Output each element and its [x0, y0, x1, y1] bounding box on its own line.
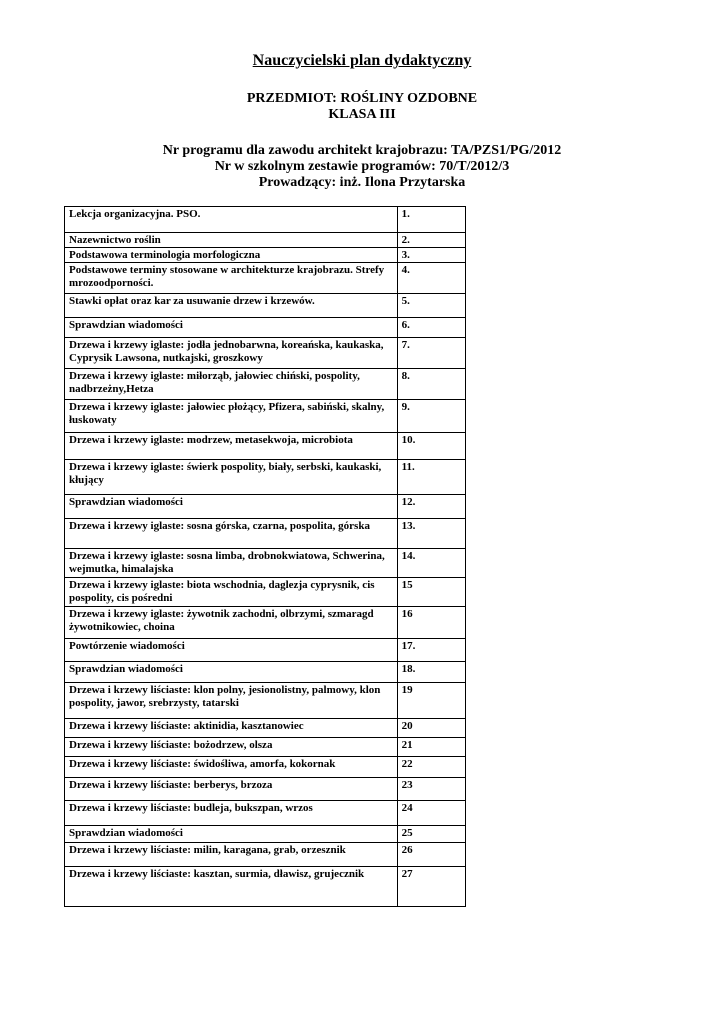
lesson-topic: Sprawdzian wiadomości	[65, 318, 398, 338]
lesson-number: 7.	[397, 338, 465, 369]
lesson-number: 13.	[397, 519, 465, 549]
lesson-topic: Drzewa i krzewy iglaste: biota wschodnia, daglezja cyprysnik, cis pospolity, cis pośredni	[65, 578, 398, 607]
lesson-topic: Drzewa i krzewy iglaste: sosna górska, czarna, pospolita, górska	[65, 519, 398, 549]
lesson-number: 1.	[397, 207, 465, 233]
lesson-number: 2.	[397, 233, 465, 248]
lesson-number: 14.	[397, 549, 465, 578]
school-program-number: Nr w szkolnym zestawie programów: 70/T/2012/3	[214, 159, 510, 174]
lesson-topic: Drzewa i krzewy iglaste: sosna limba, drobnokwiatowa, Schwerina, wejmutka, himalajska	[65, 549, 398, 578]
lesson-topic: Stawki opłat oraz kar za usuwanie drzew i krzewów.	[65, 294, 398, 318]
table-row	[65, 719, 466, 738]
table-row	[65, 549, 466, 578]
teacher-name: Prowadzący: inż. Ilona Przytarska	[258, 175, 466, 190]
lesson-topic: Drzewa i krzewy liściaste: aktinidia, kasztanowiec	[65, 719, 398, 738]
lesson-topic: Drzewa i krzewy liściaste: berberys, brzoza	[65, 778, 398, 801]
table-row	[65, 433, 466, 460]
lesson-number: 16	[397, 607, 465, 639]
lesson-number: 9.	[397, 400, 465, 433]
lesson-topic: Drzewa i krzewy iglaste: żywotnik zachodni, olbrzymi, szmaragd żywotnikowiec, choina	[65, 607, 398, 639]
lesson-topic: Drzewa i krzewy liściaste: klon polny, jesionolistny, palmowy, klon pospolity, jawor, srebrzysty, tatarski	[65, 683, 398, 719]
lesson-topic: Drzewa i krzewy liściaste: budleja, bukszpan, wrzos	[65, 801, 398, 826]
lesson-number: 27	[397, 867, 465, 907]
lesson-number: 17.	[397, 639, 465, 662]
lesson-topic: Powtórzenie wiadomości	[65, 639, 398, 662]
table-row	[65, 843, 466, 867]
class-name: KLASA III	[328, 107, 396, 122]
document-title: Nauczycielski plan dydaktyczny	[252, 52, 472, 69]
lesson-number: 10.	[397, 433, 465, 460]
table-row	[65, 369, 466, 400]
lesson-number: 8.	[397, 369, 465, 400]
subject-name: PRZEDMIOT: ROŚLINY OZDOBNE	[246, 91, 478, 106]
table-row	[65, 757, 466, 778]
table-row	[65, 460, 466, 495]
table-row	[65, 248, 466, 263]
lesson-topic: Drzewa i krzewy iglaste: jałowiec płożący, Pfizera, sabiński, skalny, łuskowaty	[65, 400, 398, 433]
table-row	[65, 639, 466, 662]
table-row	[65, 826, 466, 843]
lesson-topic: Drzewa i krzewy iglaste: jodła jednobarwna, koreańska, kaukaska, Cyprysik Lawsona, nutkajski, groszkowy	[65, 338, 398, 369]
table-row	[65, 495, 466, 519]
lesson-topic: Podstawowa terminologia morfologiczna	[65, 248, 398, 263]
table-row	[65, 233, 466, 248]
subject-block	[0, 91, 724, 123]
lesson-topic: Nazewnictwo roślin	[65, 233, 398, 248]
lesson-topic: Drzewa i krzewy liściaste: kasztan, surmia, dławisz, grujecznik	[65, 867, 398, 907]
table-row	[65, 801, 466, 826]
lesson-topic: Lekcja organizacyjna. PSO.	[65, 207, 398, 233]
lesson-number: 4.	[397, 263, 465, 294]
table-row	[65, 578, 466, 607]
table-row	[65, 778, 466, 801]
table-row	[65, 519, 466, 549]
lesson-number: 24	[397, 801, 465, 826]
lesson-number: 21	[397, 738, 465, 757]
lesson-topic: Sprawdzian wiadomości	[65, 662, 398, 683]
lesson-number: 11.	[397, 460, 465, 495]
table-row	[65, 867, 466, 907]
table-row	[65, 683, 466, 719]
lesson-number: 19	[397, 683, 465, 719]
lesson-number: 15	[397, 578, 465, 607]
table-row	[65, 294, 466, 318]
table-row	[65, 207, 466, 233]
table-row	[65, 738, 466, 757]
table-row	[65, 662, 466, 683]
lesson-topic: Drzewa i krzewy liściaste: bożodrzew, olsza	[65, 738, 398, 757]
lesson-number: 20	[397, 719, 465, 738]
lesson-number: 3.	[397, 248, 465, 263]
lesson-topic: Podstawowe terminy stosowane w architekturze krajobrazu. Strefy mrozoodporności.	[65, 263, 398, 294]
lesson-number: 22	[397, 757, 465, 778]
lesson-topic: Drzewa i krzewy iglaste: świerk pospolity, biały, serbski, kaukaski, kłujący	[65, 460, 398, 495]
lesson-number: 26	[397, 843, 465, 867]
lesson-topic: Sprawdzian wiadomości	[65, 495, 398, 519]
lesson-topic: Drzewa i krzewy liściaste: świdośliwa, amorfa, kokornak	[65, 757, 398, 778]
lesson-topic: Drzewa i krzewy iglaste: modrzew, metasekwoja, microbiota	[65, 433, 398, 460]
lesson-number: 18.	[397, 662, 465, 683]
table-row	[65, 338, 466, 369]
lesson-number: 12.	[397, 495, 465, 519]
program-info	[0, 143, 724, 191]
table-row	[65, 400, 466, 433]
lesson-number: 25	[397, 826, 465, 843]
program-number: Nr programu dla zawodu architekt krajobrazu: TA/PZS1/PG/2012	[162, 143, 562, 158]
table-row	[65, 263, 466, 294]
lesson-topic: Sprawdzian wiadomości	[65, 826, 398, 843]
table-row	[65, 607, 466, 639]
table-row	[65, 318, 466, 338]
lesson-number: 5.	[397, 294, 465, 318]
lesson-number: 6.	[397, 318, 465, 338]
lesson-table	[64, 206, 466, 907]
lesson-topic: Drzewa i krzewy iglaste: miłorząb, jałowiec chiński, pospolity, nadbrzeżny,Hetza	[65, 369, 398, 400]
lesson-topic: Drzewa i krzewy liściaste: milin, karagana, grab, orzesznik	[65, 843, 398, 867]
lesson-number: 23	[397, 778, 465, 801]
